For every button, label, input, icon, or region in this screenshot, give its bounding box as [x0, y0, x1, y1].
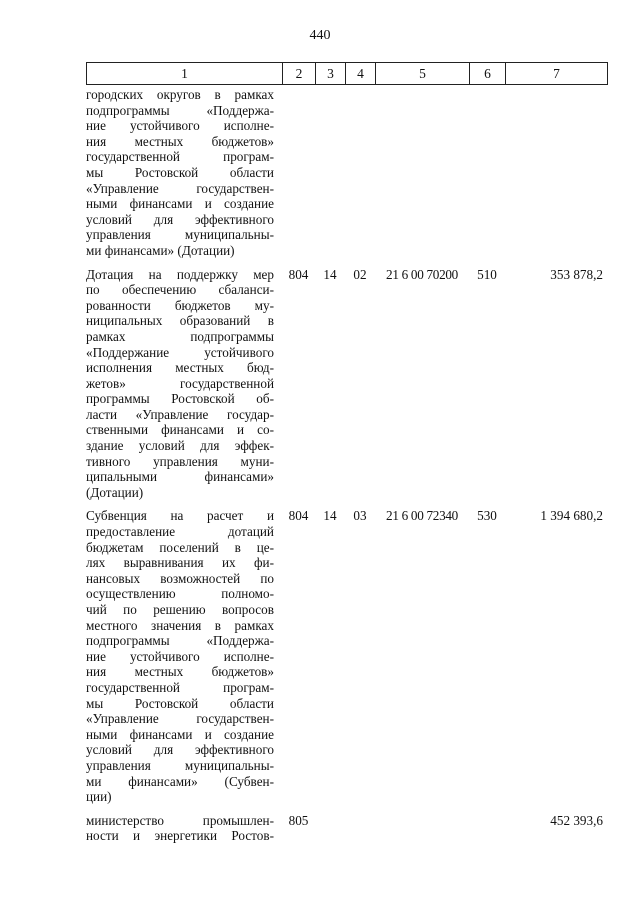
header-col-2: 2 — [283, 63, 316, 84]
header-col-1: 1 — [87, 63, 283, 84]
table-row — [86, 813, 606, 844]
description-line: ственными финансами и со- — [86, 422, 274, 438]
description-line: ния местных бюджетов» — [86, 133, 274, 149]
cell-col2: 804 — [288, 266, 309, 282]
row-description — [86, 508, 282, 804]
description-line: тивного управления муни- — [86, 453, 274, 469]
table-row — [86, 87, 606, 259]
cell-col3: 14 — [323, 266, 337, 282]
description-line: чий по решению вопросов — [86, 602, 274, 617]
description-line: ными финансами и создание — [86, 196, 274, 212]
description-line: ния местных бюджетов» — [86, 664, 274, 680]
description-line: рамках подпрограммы — [86, 328, 274, 344]
row-description — [86, 267, 282, 501]
table-row — [86, 267, 606, 501]
cell-col7: 452 393,6 — [550, 812, 603, 828]
description-line: подпрограммы «Поддержа- — [86, 633, 274, 649]
description-line: управления муниципальны- — [86, 757, 274, 773]
description-line: Субвенция на расчет и — [86, 508, 274, 524]
description-line: ниципальных образований в — [86, 313, 274, 329]
page-number: 440 — [309, 28, 331, 43]
description-line: государственной програм- — [86, 679, 274, 695]
description-line: местного значения в рамках — [86, 617, 274, 633]
cell-col5: 21 6 00 70200 — [386, 266, 458, 282]
header-col-4: 4 — [346, 63, 376, 84]
cell-col7: 353 878,2 — [550, 266, 603, 282]
table-row — [86, 508, 606, 804]
description-line: рованности бюджетов му- — [86, 297, 274, 313]
cell-col2: 804 — [288, 508, 309, 524]
description-line: ми финансами» (Дотации) — [86, 242, 235, 258]
table-body — [86, 87, 606, 852]
description-line: здание условий для эффек- — [86, 438, 274, 454]
description-line: ными финансами и создание — [86, 726, 274, 742]
description-line: мы Ростовской области — [86, 695, 274, 711]
description-line: управления муниципальны- — [86, 227, 274, 243]
cell-col7: 1 394 680,2 — [540, 508, 603, 524]
description-line: жетов» государственной — [86, 375, 274, 391]
header-col-6: 6 — [470, 63, 506, 84]
table-header — [86, 62, 608, 85]
description-line: лях выравнивания их фи- — [86, 555, 274, 571]
header-col-7: 7 — [553, 66, 560, 81]
description-line: условий для эффективного — [86, 211, 274, 227]
description-line: ции) — [86, 789, 112, 805]
header-col-5: 5 — [376, 63, 470, 84]
description-line: государственной програм- — [86, 149, 274, 165]
description-line: «Управление государствен- — [86, 711, 274, 727]
description-line: Дотация на поддержку мер — [86, 266, 274, 282]
cell-col6: 510 — [477, 266, 497, 282]
description-line: ние устойчивого исполне- — [86, 118, 274, 134]
description-line: «Поддержание устойчивого — [86, 344, 274, 360]
cell-col4: 03 — [353, 508, 367, 524]
cell-col6: 530 — [477, 508, 497, 524]
description-line: ципальными финансами» — [86, 469, 274, 485]
description-line: ние устойчивого исполне- — [86, 648, 274, 664]
description-line: осуществлению полномо- — [86, 586, 274, 602]
description-line: бюджетам поселений в це- — [86, 539, 274, 555]
description-line: подпрограммы «Поддержа- — [86, 102, 274, 118]
description-line: министерство промышлен- — [86, 812, 274, 828]
description-line: программы Ростовской об- — [86, 391, 274, 407]
description-line: нансовых возможностей по — [86, 570, 274, 586]
cell-col4: 02 — [353, 266, 367, 282]
row-description — [86, 87, 282, 259]
cell-col5: 21 6 00 72340 — [386, 508, 458, 524]
description-line: (Дотации) — [86, 484, 144, 500]
description-line: «Управление государствен- — [86, 180, 274, 196]
description-line: предоставление дотаций — [86, 524, 274, 540]
description-line: ми финансами» (Субвен- — [86, 773, 274, 789]
cell-col3: 14 — [323, 508, 337, 524]
description-line: ласти «Управление государ- — [86, 406, 274, 422]
row-description — [86, 813, 282, 844]
description-line: городских округов в рамках — [86, 87, 274, 102]
header-col-3: 3 — [316, 63, 346, 84]
description-line: ности и энергетики Ростов- — [86, 828, 274, 844]
description-line: условий для эффективного — [86, 742, 274, 758]
cell-col2: 805 — [288, 812, 309, 828]
description-line: мы Ростовской области — [86, 164, 274, 180]
description-line: по обеспечению сбаланси- — [86, 282, 274, 298]
description-line: исполнения местных бюд- — [86, 360, 274, 376]
